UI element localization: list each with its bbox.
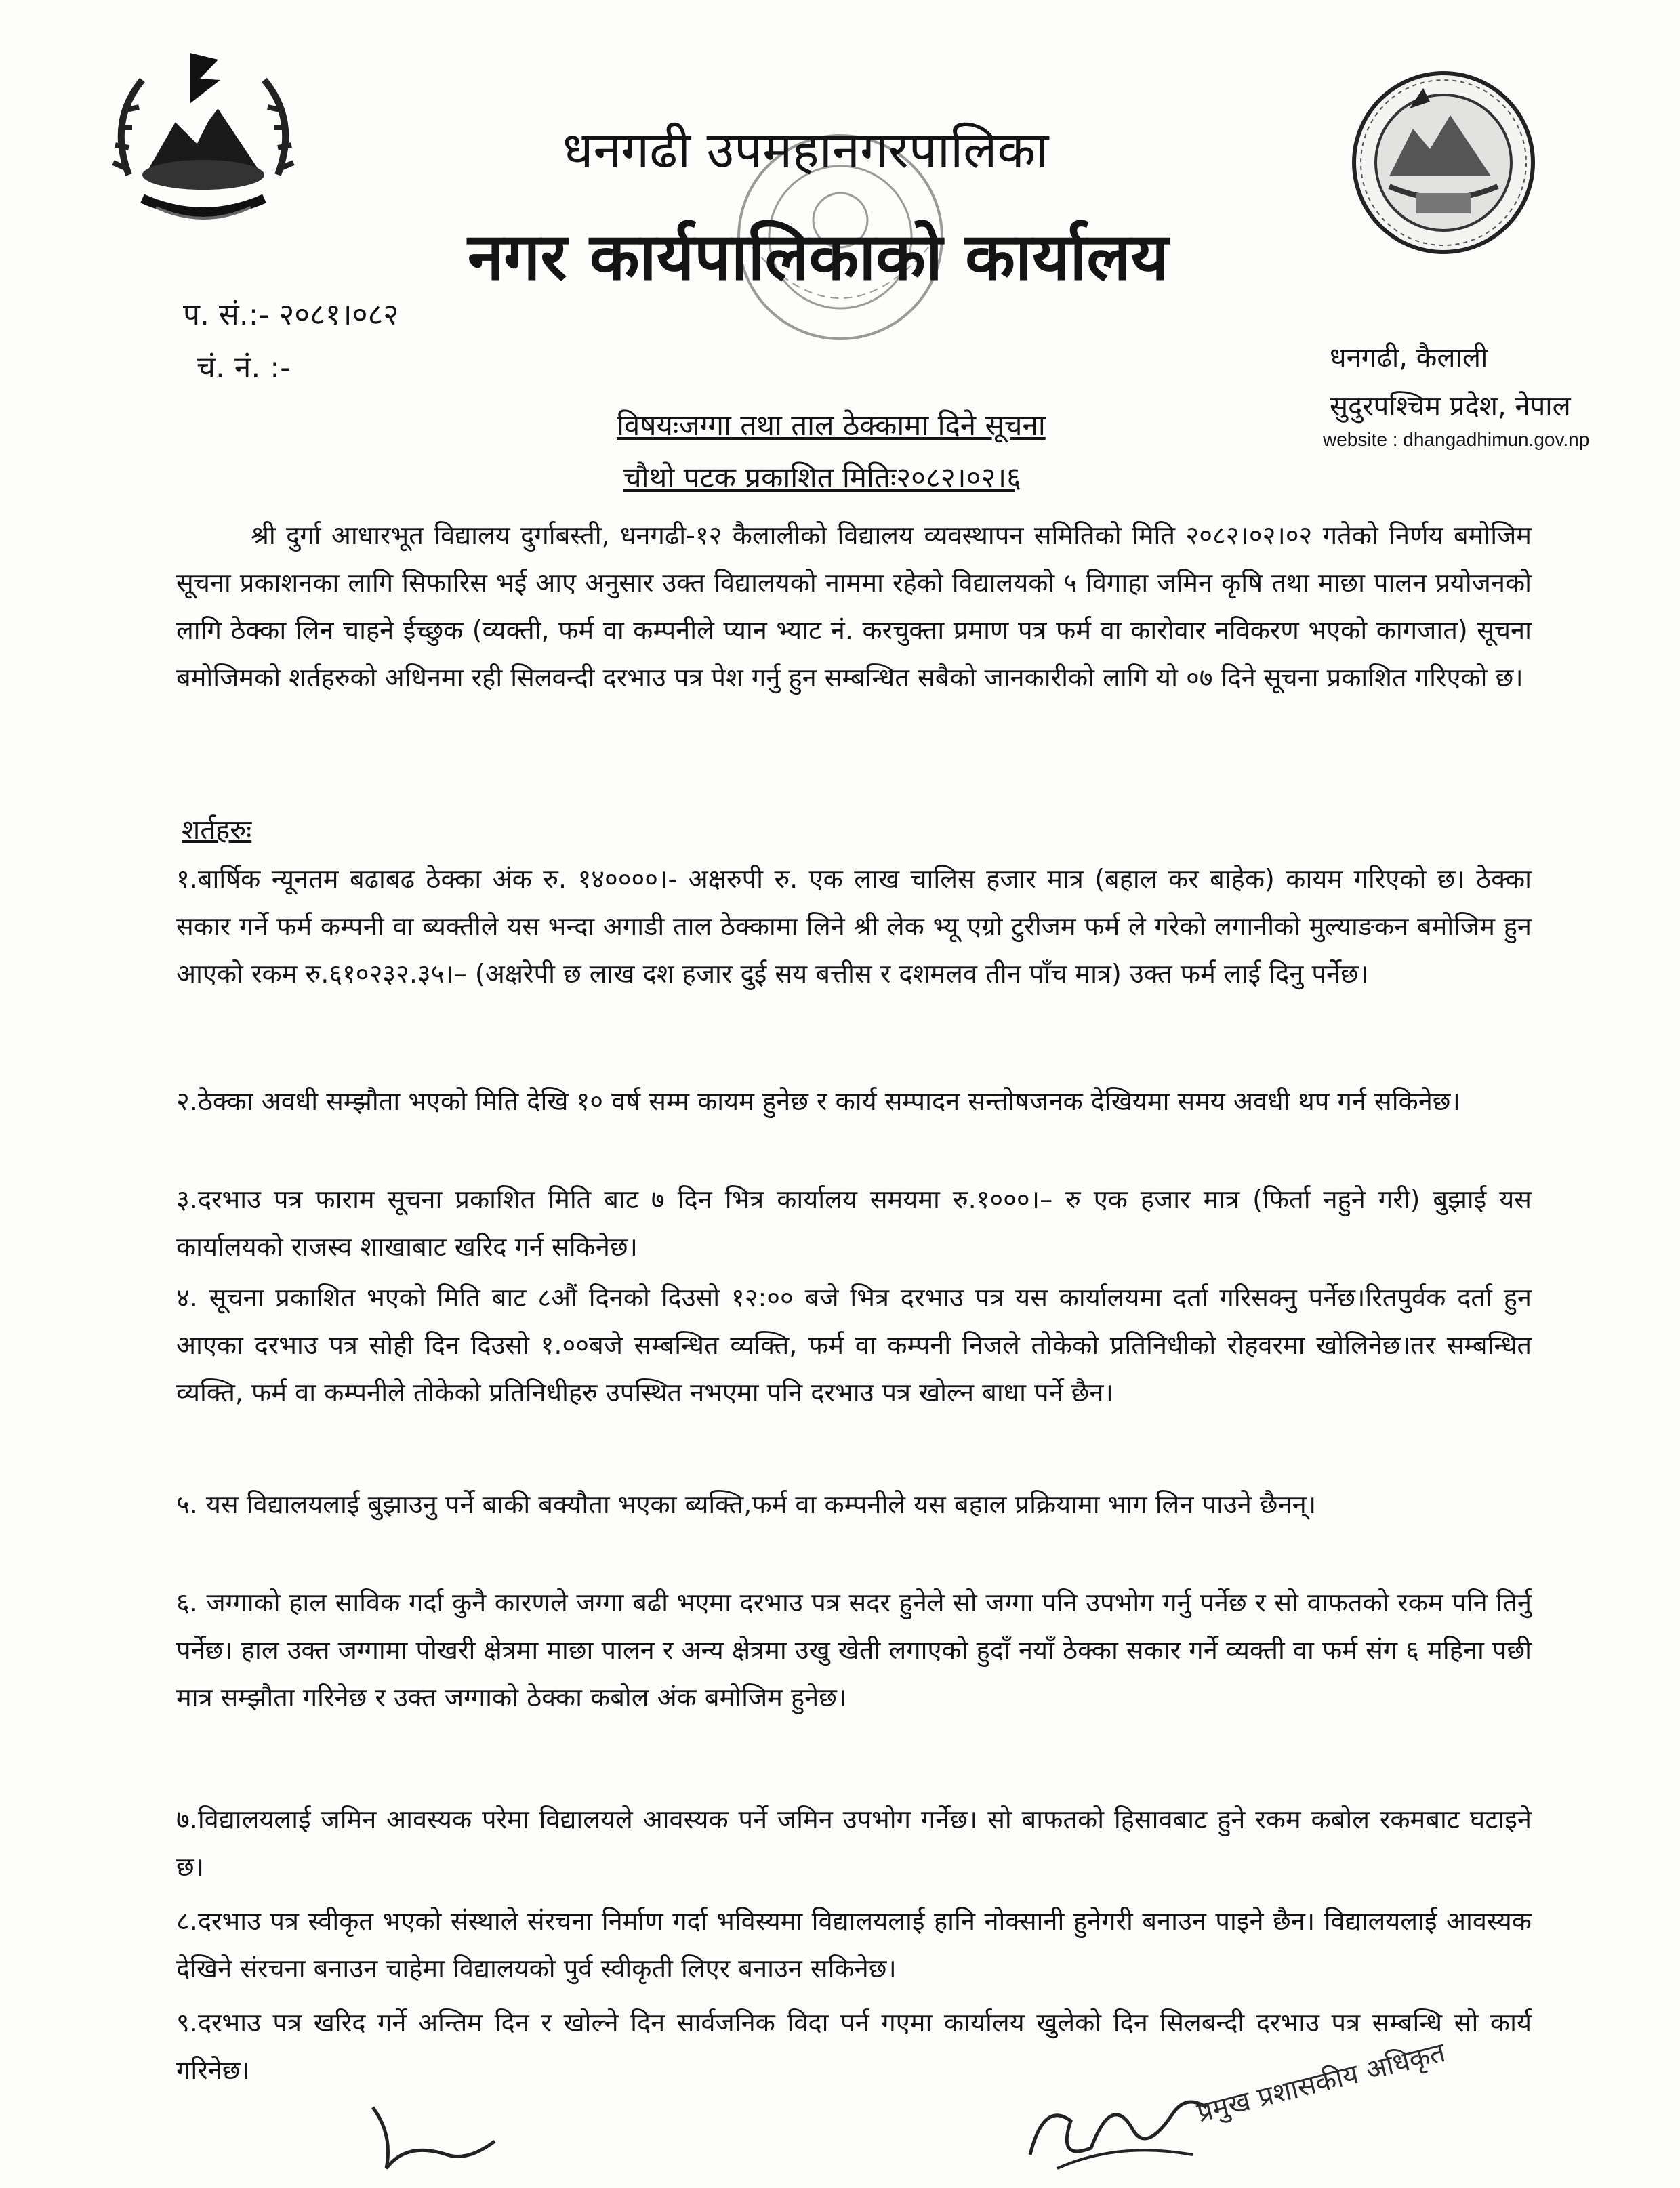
address-province: सुदुरपश्चिम प्रदेश, नेपाल [1330, 391, 1571, 422]
condition-item: ७.विद्यालयलाई जमिन आवस्यक परेमा विद्यालयले आवस्यक पर्ने जमिन उपभोग गर्नेछ। सो बाफतको हिसावबाट हुने रकम कबोल रकमबाट घटाइने छ। [176, 1804, 1532, 1882]
address-city: धनगढी, कैलाली [1330, 342, 1488, 373]
municipality-name: धनगढी उपमहानगरपालिका [562, 121, 1049, 180]
condition-item: ५. यस विद्यालयलाई बुझाउनु पर्ने बाकी बक्यौता भएका ब्यक्ति,फर्म वा कम्पनीले यस बहाल प्रक्रियामा भाग लिन पाउने छैनन्। [176, 1489, 1317, 1519]
condition-item: ४. सूचना प्रकाशित भएको मिति बाट ८औं दिनको दिउसो १२:०० बजे भित्र दरभाउ पत्र यस कार्यालयमा दर्ता गरिसक्नु पर्नेछ।रितपुर्वक दर्ता हुन आएका दरभाउ पत्र सोही दिन दिउसो १.००बजे सम्बन्धित व्यक्ति, फर्म वा कम्पनी निजले तोकेको प्रतिनिधीको रोहवरमा खोलिनेछ।तर सम्बन्धित व्यक्ति, फर्म वा कम्पनीले तोकेको प्रतिनिधीहरु उपस्थित नभएमा पनि दरभाउ पत्र खोल्न बाधा पर्ने छैन। [176, 1283, 1532, 1407]
condition-item: १.बार्षिक न्यूनतम बढाबढ ठेक्का अंक रु. १४००००।- अक्षरुपी रु. एक लाख चालिस हजार मात्र (बहाल कर बाहेक) कायम गरिएको छ। ठेक्का सकार गर्ने फर्म कम्पनी वा ब्यक्तीले यस भन्दा अगाडी ताल ठेक्कामा लिने श्री लेक भ्यू एग्रो टुरीजम फर्म ले गरेको लगानीको मुल्याङकन बमोजिम हुन आएको रकम रु.६१०२३२.३५।– (अक्षरेपी छ लाख दश हजार दुई सय बत्तीस र दशमलव तीन पाँच मात्र) उक्त फर्म लाई दिनु पर्नेछ। [176, 864, 1532, 989]
notice-intro: श्री दुर्गा आधारभूत विद्यालय दुर्गाबस्ती, धनगढी-१२ कैलालीको विद्यालय व्यवस्थापन समितिको मिति २०८२।०२।०२ गतेको निर्णय बमोजिम सूचना प्रकाशनका लागि सिफारिस भई आए अनुसार उक्त विद्यालयको नाममा रहेको विद्यालयको ५ विगाहा जमिन कृषि तथा माछा पालन प्रयोजनको लागि ठेक्का लिन चाहने ईच्छुक (व्यक्ती, फर्म वा कम्पनीले प्यान भ्याट नं. करचुक्ता प्रमाण पत्र फर्म वा कारोवार नविकरण भएको कागजात) सूचना बमोजिमको शर्तहरुको अधिनमा रही सिलवन्दी दरभाउ पत्र पेश गर्नु हुन सम्बन्धित सबैको जानकारीको लागि यो ०७ दिने सूचना प्रकाशित गरिएको छ। [176, 520, 1532, 693]
nepal-emblem-icon [102, 39, 305, 236]
reference-number: प. सं.:- २०८१।०८२ [183, 297, 399, 332]
website-url: website : dhangadhimun.gov.np [1323, 429, 1590, 450]
officer-title: प्रमुख प्रशासकीय अधिकृत [1193, 2036, 1449, 2129]
notice-subject: विषयःजग्गा तथा ताल ठेक्कामा दिने सूचना [617, 409, 1046, 442]
officer-signature-icon [1017, 2073, 1213, 2182]
office-title: नगर कार्यपालिकाको कार्यालय [468, 219, 1169, 295]
condition-item: ८.दरभाउ पत्र स्वीकृत भएको संस्थाले संरचना निर्माण गर्दा भविस्यमा विद्यालयलाई हानि नोक्सानी हुनेगरी बनाउन पाइने छैन। विद्यालयलाई आवस्यक देखिने संरचना बनाउन चाहेमा विद्यालयको पुर्व स्वीकृती लिएर बनाउन सकिनेछ। [176, 1906, 1532, 1983]
condition-item: ३.दरभाउ पत्र फाराम सूचना प्रकाशित मिति बाट ७ दिन भित्र कार्यालय समयमा रु.१०००।– रु एक हजार मात्र (फिर्ता नहुने गरी) बुझाई यस कार्यालयको राजस्व शाखाबाट खरिद गर्न सकिनेछ। [176, 1184, 1532, 1262]
initial-signature-icon [366, 2094, 501, 2188]
condition-item: ९.दरभाउ पत्र खरिद गर्ने अन्तिम दिन र खोल्ने दिन सार्वजनिक विदा पर्न गएमा कार्यालय खुलेको दिन सिलबन्दी दरभाउ पत्र सम्बन्धि सो कार्य गरिनेछ। [176, 2008, 1532, 2085]
condition-item: ६. जग्गाको हाल साविक गर्दा कुनै कारणले जग्गा बढी भएमा दरभाउ पत्र सदर हुनेले सो जग्गा पनि उपभोग गर्नु पर्नेछ र सो वाफतको रकम पनि तिर्नु पर्नेछ। हाल उक्त जग्गामा पोखरी क्षेत्रमा माछा पालन र अन्य क्षेत्रमा उखु खेती लगाएको हुदाँ नयाँ ठेक्का सकार गर्ने व्यक्ती वा फर्म संग ६ महिना पछी मात्र सम्झौता गरिनेछ र उक्त जग्गाको ठेक्का कबोल अंक बमोजिम हुनेछ। [176, 1588, 1532, 1712]
conditions-heading: शर्तहरुः [182, 814, 252, 846]
notice-publish-date: चौथो पटक प्रकाशित मितिः२०८२।०२।६ [623, 461, 1022, 494]
condition-item: २.ठेक्का अवधी सम्झौता भएको मिति देखि १० वर्ष सम्म कायम हुनेछ र कार्य सम्पादन सन्तोषजनक देखियमा समय अवधी थप गर्न सकिनेछ। [176, 1086, 1460, 1116]
dispatch-number: चं. नं. :- [197, 350, 291, 385]
municipality-seal-icon [1349, 68, 1538, 257]
